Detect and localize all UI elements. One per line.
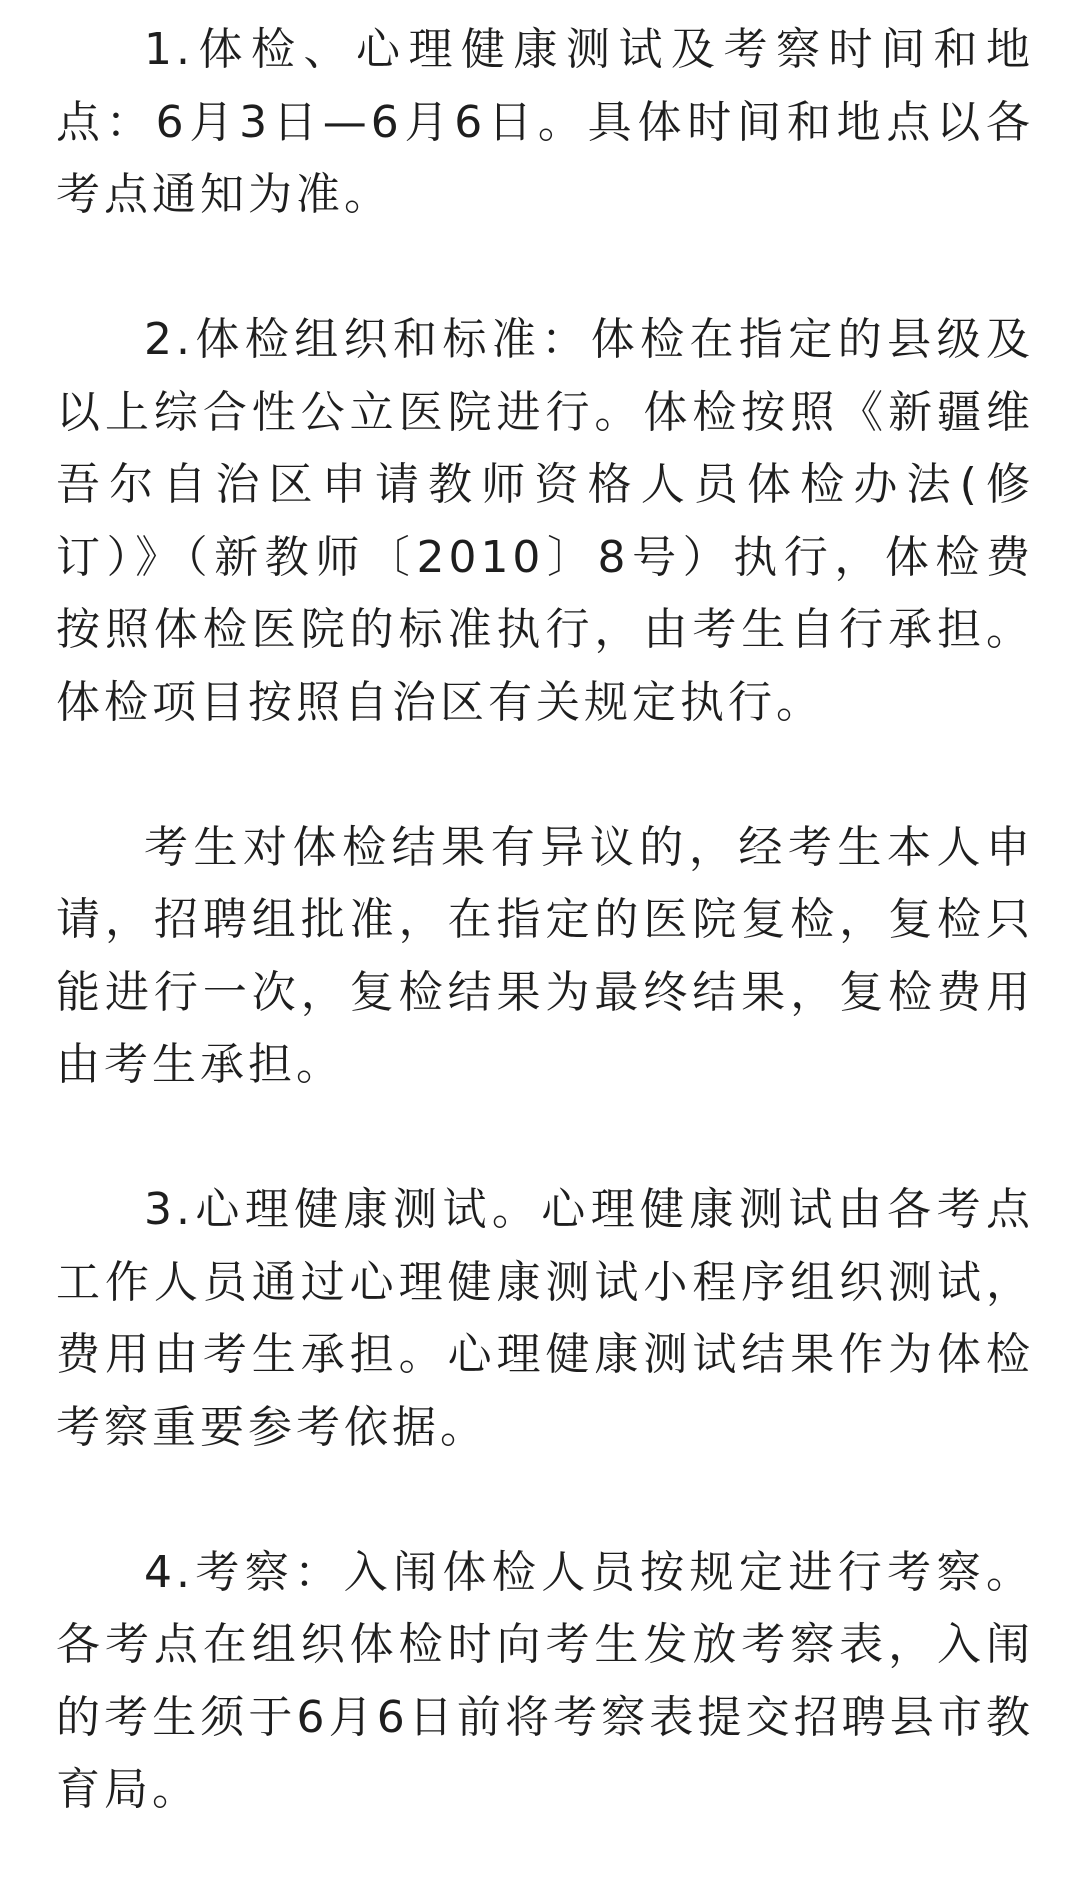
- paragraph-psychological-test: 3.心理健康测试。心理健康测试由各考点工作人员通过心理健康测试小程序组织测试，费用由考生承担。心理健康测试结果作为体检考察重要参考依据。: [56, 1184, 1034, 1453]
- paragraph-inspection: 4.考察：入闱体检人员按规定进行考察。各考点在组织体检时向考生发放考察表，入闱的考生须于6月6日前将考察表提交招聘县市教育局。: [56, 1546, 1034, 1815]
- paragraph-reexamination: 考生对体检结果有异议的，经考生本人申请，招聘组批准，在指定的医院复检，复检只能进行一次，复检结果为最终结果，复检费用由考生承担。: [56, 821, 1034, 1090]
- article-body: [56, 14, 1034, 1827]
- paragraph-medical-exam-standards: 2.体检组织和标准：体检在指定的县级及以上综合性公立医院进行。体检按照《新疆维吾尔自治区申请教师资格人员体检办法(修订）》（新教师〔2010〕8号）执行，体检费按照体检医院的标准执行，由考生自行承担。体检项目按照自治区有关规定执行。: [56, 314, 1034, 728]
- paragraph-exam-time-location: 1.体检、心理健康测试及考察时间和地点：6月3日—6月6日。具体时间和地点以各考点通知为准。: [56, 24, 1034, 220]
